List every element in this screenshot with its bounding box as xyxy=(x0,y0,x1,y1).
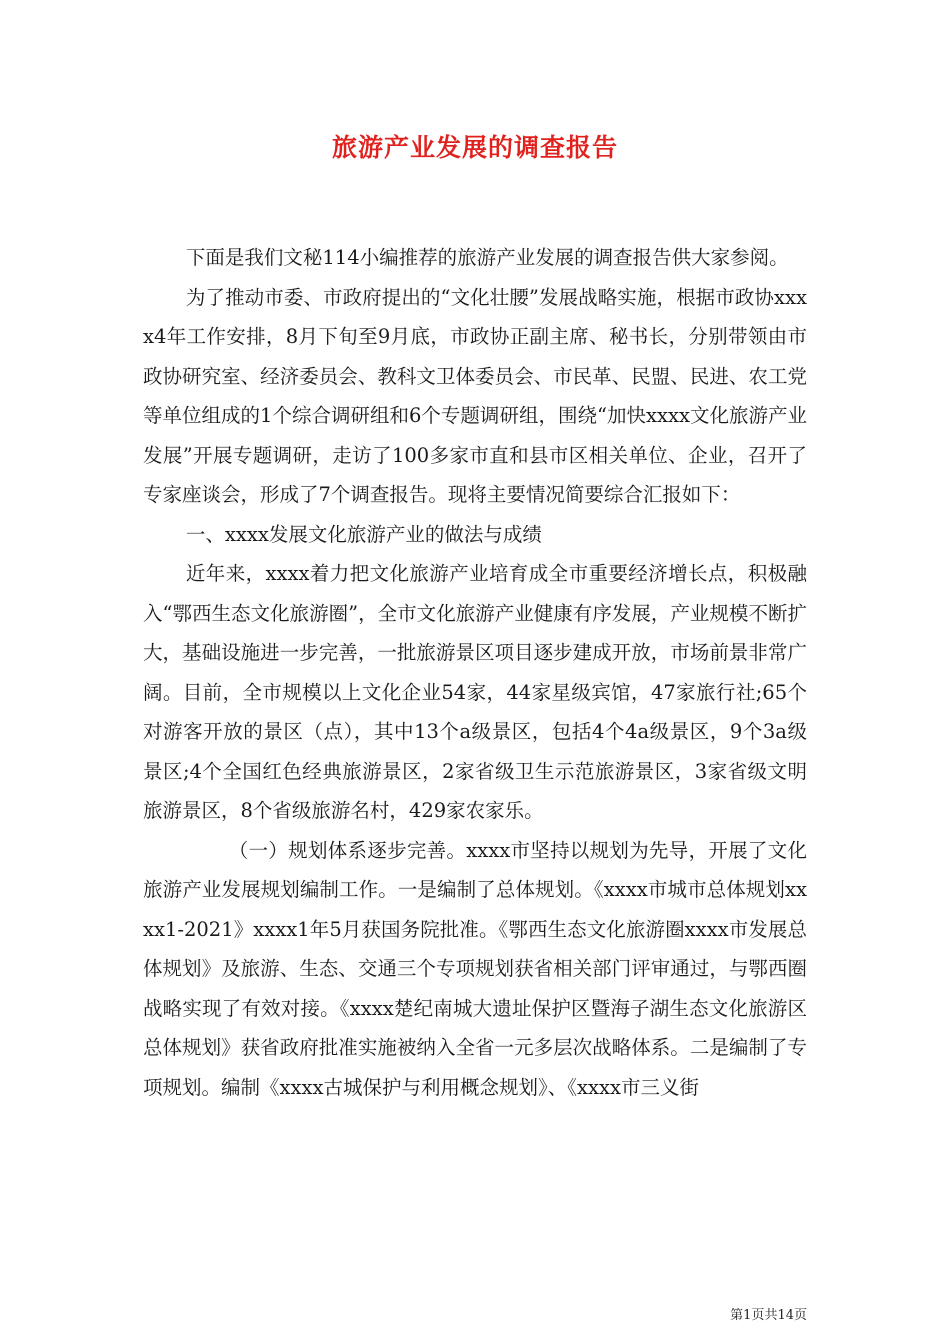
document-title: 旅游产业发展的调查报告 xyxy=(331,133,618,162)
page-number: 第1页共14页 xyxy=(730,1308,807,1323)
background-paragraph: 为了推动市委、市政府提出的“文化壮腰”发展战略实施，根据市政协xxxx4年工作安排，8月下旬至9月底，市政协正副主席、秘书长，分别带领由市政协研究室、经济委员会、教科文卫体委员会、市民革、民盟、民进、农工党等单位组成的1个综合调研组和6个专题调研组，围绕“加快xxxx文化旅游产业发展”开展专题调研，走访了100多家市直和县市区相关单位、企业，召开了专家座谈会，形成了7个调查报告。现将主要情况简要综合汇报如下： xyxy=(143,285,807,506)
document-body xyxy=(143,238,807,1107)
planning-paragraph: （一）规划体系逐步完善。xxxx市坚持以规划为先导，开展了文化旅游产业发展规划编制工作。一是编制了总体规划。《xxxx市城市总体规划xxxx1-2021》xxxx1年5月获国务院批准。《鄂西生态文化旅游圈xxxx市发展总体规划》及旅游、生态、交通三个专项规划获省相关部门评审通过，与鄂西圈战略实现了有效对接。《xxxx楚纪南城大遗址保护区暨海子湖生态文化旅游区总体规划》获省政府批准实施被纳入全省一元多层次战略体系。二是编制了专项规划。编制《xxxx古城保护与利用概念规划》、《xxxx市三义街 xyxy=(143,838,807,1099)
section-heading: 一、xxxx发展文化旅游产业的做法与成绩 xyxy=(185,522,542,546)
intro-paragraph: 下面是我们文秘114小编推荐的旅游产业发展的调查报告供大家参阅。 xyxy=(185,246,789,269)
achievements-paragraph: 近年来，xxxx着力把文化旅游产业培育成全市重要经济增长点，积极融入“鄂西生态文化旅游圈”，全市文化旅游产业健康有序发展，产业规模不断扩大，基础设施进一步完善，一批旅游景区项目逐步建成开放，市场前景非常广阔。目前，全市规模以上文化企业54家，44家星级宾馆，47家旅行社;65个对游客开放的景区（点），其中13个a级景区，包括4个4a级景区，9个3a级景区;4个全国红色经典旅游景区，2家省级卫生示范旅游景区，3家省级文明旅游景区，8个省级旅游名村，429家农家乐。 xyxy=(143,562,807,822)
